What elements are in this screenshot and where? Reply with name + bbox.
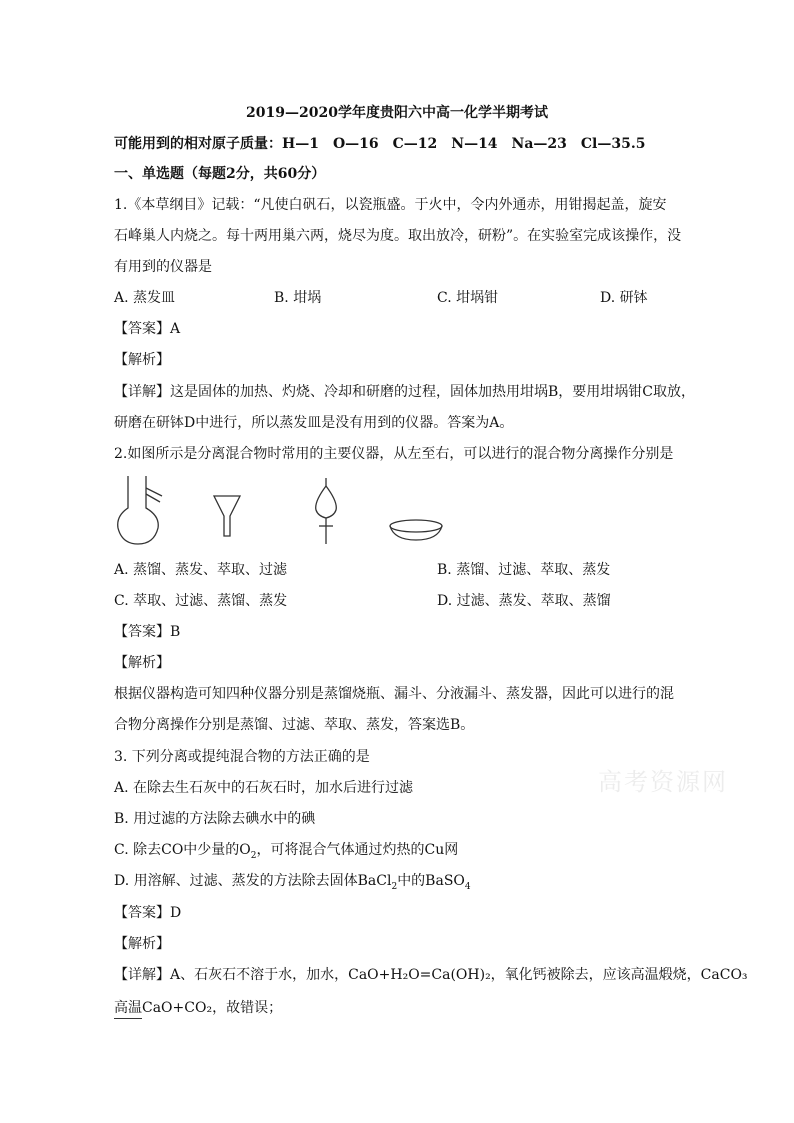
- q3-option-d-text-mid: 中的BaSO: [397, 873, 465, 889]
- q1-detail-line-1: 【详解】这是固体的加热、灼烧、冷却和研磨的过程，固体加热用坩埚B，要用坩埚钳C取放，: [114, 384, 695, 400]
- q3-option-b: B. 用过滤的方法除去碘水中的碘: [114, 811, 316, 827]
- reaction-products: CaO+CO₂，故错误；: [142, 1000, 283, 1016]
- q2-option-a: A. 蒸馏、蒸发、萃取、过滤: [114, 562, 288, 578]
- reaction-arrow-line: [114, 1018, 142, 1019]
- distillation-flask-icon: [118, 476, 162, 544]
- q1-stem-line-2: 石峰巢人内烧之。每十两用巢六两，烧尽为度。取出放冷，研粉”。在实验室完成该操作，没: [114, 228, 682, 244]
- page-title: 2019—2020学年度贵阳六中高一化学半期考试: [246, 105, 548, 121]
- q1-option-a: A. 蒸发皿: [114, 290, 176, 306]
- q3-stem: 3. 下列分离或提纯混合物的方法正确的是: [114, 749, 370, 765]
- evaporating-dish-icon: [390, 520, 442, 540]
- q1-option-d: D. 研钵: [600, 290, 648, 306]
- q3-option-c: [114, 840, 458, 866]
- reaction-condition: 高温: [114, 1000, 142, 1016]
- q2-option-d: D. 过滤、蒸发、萃取、蒸馏: [437, 593, 611, 609]
- lab-apparatus-figure: [114, 474, 454, 550]
- watermark: 高考资源网: [598, 768, 728, 796]
- q2-analysis-label: 【解析】: [114, 655, 170, 671]
- q3-answer: 【答案】D: [114, 905, 182, 921]
- q3-option-c-text-end: ，可将混合气体通过灼热的Cu网: [256, 842, 459, 858]
- q3-detail-line-2: [114, 998, 282, 1018]
- q1-analysis-label: 【解析】: [114, 352, 170, 368]
- q3-option-d-subscript-1: 2: [391, 881, 398, 892]
- q3-option-c-text: C. 除去CO中少量的O: [114, 842, 251, 858]
- separatory-funnel-icon: [316, 478, 337, 544]
- q2-stem: 2.如图所示是分离混合物时常用的主要仪器，从左至右，可以进行的混合物分离操作分别是: [114, 446, 674, 462]
- section-heading: 一、单选题（每题2分，共60分）: [114, 166, 326, 182]
- q3-option-d: [114, 871, 471, 897]
- q3-option-c-subscript: 2: [250, 850, 257, 861]
- q3-option-a: A. 在除去生石灰中的石灰石时，加水后进行过滤: [114, 780, 414, 796]
- q1-option-b: B. 坩埚: [274, 290, 322, 306]
- q3-analysis-label: 【解析】: [114, 936, 170, 952]
- q3-option-d-text: D. 用溶解、过滤、蒸发的方法除去固体BaCl: [114, 873, 392, 889]
- atomic-masses: 可能用到的相对原子质量：H—1 O—16 C—12 N—14 Na—23 Cl—35.5: [114, 136, 646, 152]
- q3-detail-line-1: 【详解】A、石灰石不溶于水，加水，CaO+H₂O=Ca(OH)₂，氧化钙被除去，应该高温煅烧，CaCO₃: [114, 967, 748, 983]
- q1-stem-line-3: 有用到的仪器是: [114, 259, 212, 275]
- q3-option-d-subscript-2: 4: [464, 881, 471, 892]
- q1-answer: 【答案】A: [114, 321, 181, 337]
- q1-detail-line-2: 研磨在研钵D中进行，所以蒸发皿是没有用到的仪器。答案为A。: [114, 415, 514, 431]
- q1-stem-line-1: 1.《本草纲目》记载：“凡使白矾石，以瓷瓶盛。于火中，令内外通赤，用钳揭起盖，旋安: [114, 197, 667, 213]
- funnel-icon: [214, 496, 240, 536]
- q2-explanation-line-1: 根据仪器构造可知四种仪器分别是蒸馏烧瓶、漏斗、分液漏斗、蒸发器，因此可以进行的混: [114, 686, 674, 702]
- q1-option-c: C. 坩埚钳: [437, 290, 499, 306]
- q2-option-b: B. 蒸馏、过滤、萃取、蒸发: [437, 562, 611, 578]
- q2-option-c: C. 萃取、过滤、蒸馏、蒸发: [114, 593, 288, 609]
- q2-explanation-line-2: 合物分离操作分别是蒸馏、过滤、萃取、蒸发，答案选B。: [114, 717, 475, 733]
- q2-answer: 【答案】B: [114, 624, 181, 640]
